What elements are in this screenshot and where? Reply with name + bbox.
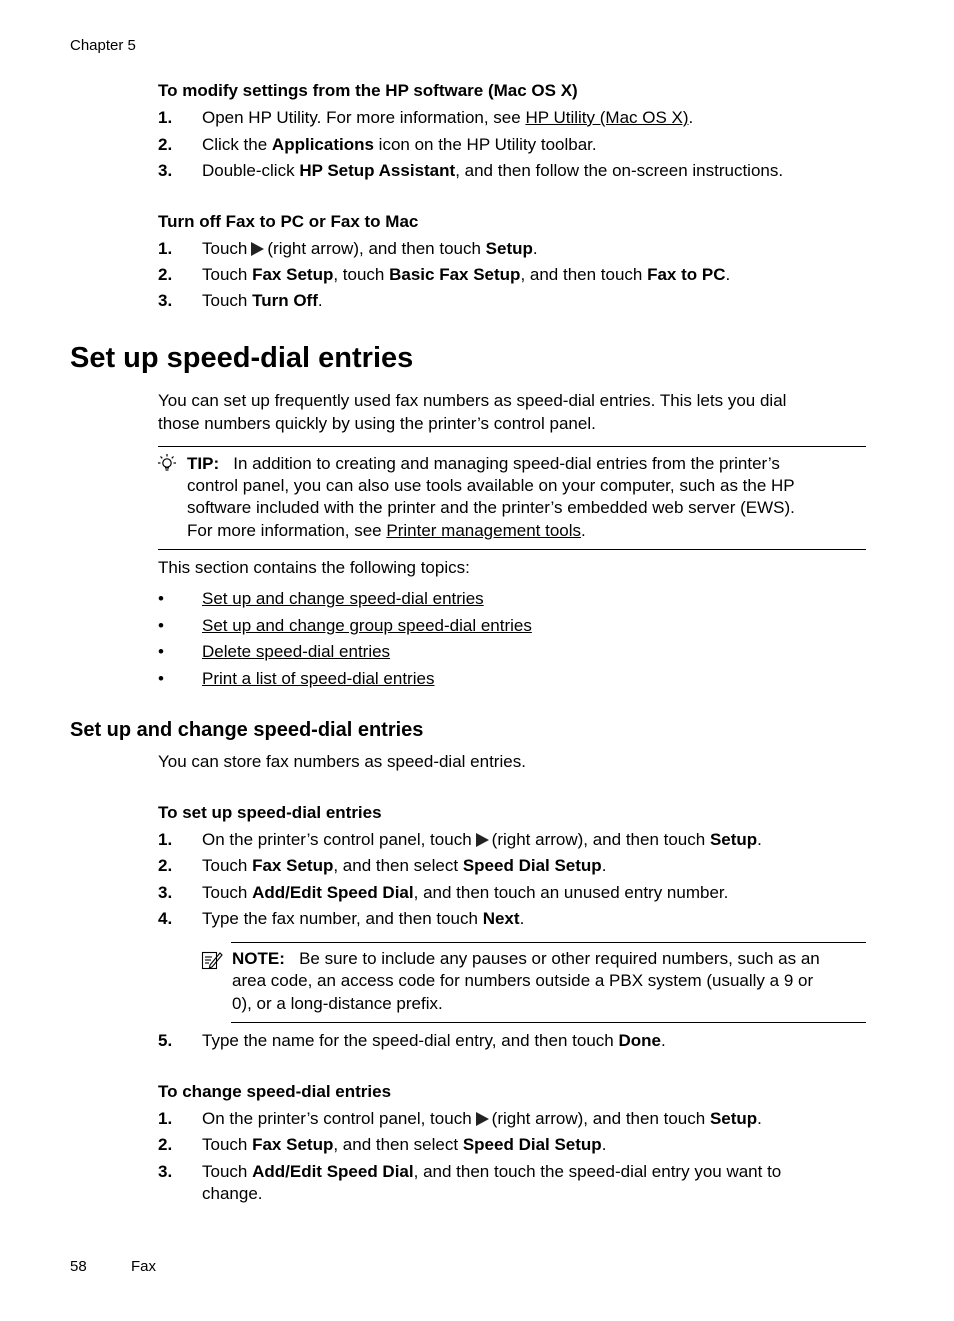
subsection-intro: You can store fax numbers as speed-dial entries. (158, 752, 526, 771)
bullet: • (158, 642, 164, 661)
note-line-1: NOTE: Be sure to include any pauses or other required numbers, such as an (232, 949, 820, 968)
step-number: 2. (158, 1135, 173, 1154)
topic-link-print-list[interactable]: Print a list of speed-dial entries (202, 669, 435, 688)
setup-step-1: On the printer’s control panel, touch (right arrow), and then touch Setup. (202, 830, 762, 849)
topics-intro: This section contains the following topics: (158, 558, 470, 577)
hp-utility-link[interactable]: HP Utility (Mac OS X) (525, 108, 689, 127)
tip-label: TIP: (187, 454, 220, 473)
setup-heading: To set up speed-dial entries (158, 803, 382, 822)
topic-link-setup-change[interactable]: Set up and change speed-dial entries (202, 589, 484, 608)
step-number: 1. (158, 1109, 173, 1128)
bullet: • (158, 589, 164, 608)
step-number: 3. (158, 161, 173, 180)
note-bottom-rule (231, 1022, 866, 1023)
tip-line-2: control panel, you can also use tools available on your computer, such as the HP (187, 476, 795, 495)
intro-line-1: You can set up frequently used fax numbers as speed-dial entries. This lets you dial (158, 391, 787, 410)
setup-step-5: Type the name for the speed-dial entry, and then touch Done. (202, 1031, 666, 1050)
step-number: 3. (158, 1162, 173, 1181)
setup-step-2: Touch Fax Setup, and then select Speed Dial Setup. (202, 856, 607, 875)
step-number: 3. (158, 291, 173, 310)
section-title: Set up speed-dial entries (70, 342, 414, 374)
tip-line-3: software included with the printer and the printer’s embedded web server (EWS). (187, 498, 795, 517)
mac-step-2: Click the Applications icon on the HP Utility toolbar. (202, 135, 597, 154)
mac-step-3: Double-click HP Setup Assistant, and then follow the on-screen instructions. (202, 161, 784, 180)
change-step-2: Touch Fax Setup, and then select Speed Dial Setup. (202, 1135, 607, 1154)
note-pencil-icon (200, 948, 224, 972)
step-number: 4. (158, 909, 173, 928)
turnoff-step-1: Touch (right arrow), and then touch Setup. (202, 239, 538, 258)
printer-management-tools-link[interactable]: Printer management tools (386, 521, 582, 540)
change-step-1: On the printer’s control panel, touch (right arrow), and then touch Setup. (202, 1109, 762, 1128)
mac-settings-heading: To modify settings from the HP software (Mac OS X) (158, 81, 578, 100)
right-arrow-icon (251, 242, 264, 256)
step-number: 2. (158, 265, 173, 284)
step-number: 2. (158, 135, 173, 154)
page-number: 58 (70, 1258, 87, 1275)
step-number: 1. (158, 830, 173, 849)
chapter-label: Chapter 5 (70, 37, 136, 54)
subsection-title: Set up and change speed-dial entries (70, 719, 424, 741)
turnoff-step-2: Touch Fax Setup, touch Basic Fax Setup, and then touch Fax to PC. (202, 265, 731, 284)
tip-top-rule (158, 446, 866, 447)
change-heading: To change speed-dial entries (158, 1082, 392, 1101)
note-line-3: 0), or a long-distance prefix. (232, 994, 443, 1013)
topic-link-delete[interactable]: Delete speed-dial entries (202, 642, 391, 661)
step-number: 1. (158, 108, 173, 127)
step-number: 2. (158, 856, 173, 875)
turnoff-step-3: Touch Turn Off. (202, 291, 323, 310)
right-arrow-icon (476, 1112, 489, 1126)
tip-line-4: For more information, see Printer management tools. (187, 521, 586, 540)
topic-link-group[interactable]: Set up and change group speed-dial entries (202, 616, 532, 635)
bullet: • (158, 616, 164, 635)
turn-off-fax-heading: Turn off Fax to PC or Fax to Mac (158, 212, 419, 231)
intro-line-2: those numbers quickly by using the printer’s control panel. (158, 414, 596, 433)
note-line-2: area code, an access code for numbers outside a PBX system (usually a 9 or (232, 971, 814, 990)
note-label: NOTE: (232, 949, 285, 968)
step-number: 3. (158, 883, 173, 902)
step-number: 5. (158, 1031, 173, 1050)
lightbulb-icon (156, 453, 178, 475)
tip-line-1: TIP: In addition to creating and managing speed-dial entries from the printer’s (187, 454, 780, 473)
tip-bottom-rule (158, 549, 866, 550)
bullet: • (158, 669, 164, 688)
mac-step-1: Open HP Utility. For more information, see HP Utility (Mac OS X). (202, 108, 694, 127)
change-step-3: Touch Add/Edit Speed Dial, and then touch the speed-dial entry you want to (202, 1162, 782, 1181)
right-arrow-icon (476, 833, 489, 847)
footer-section: Fax (131, 1258, 157, 1275)
note-top-rule (231, 942, 866, 943)
step-number: 1. (158, 239, 173, 258)
setup-step-3: Touch Add/Edit Speed Dial, and then touch an unused entry number. (202, 883, 729, 902)
setup-step-4: Type the fax number, and then touch Next. (202, 909, 525, 928)
change-step-3-continued: change. (202, 1184, 263, 1203)
